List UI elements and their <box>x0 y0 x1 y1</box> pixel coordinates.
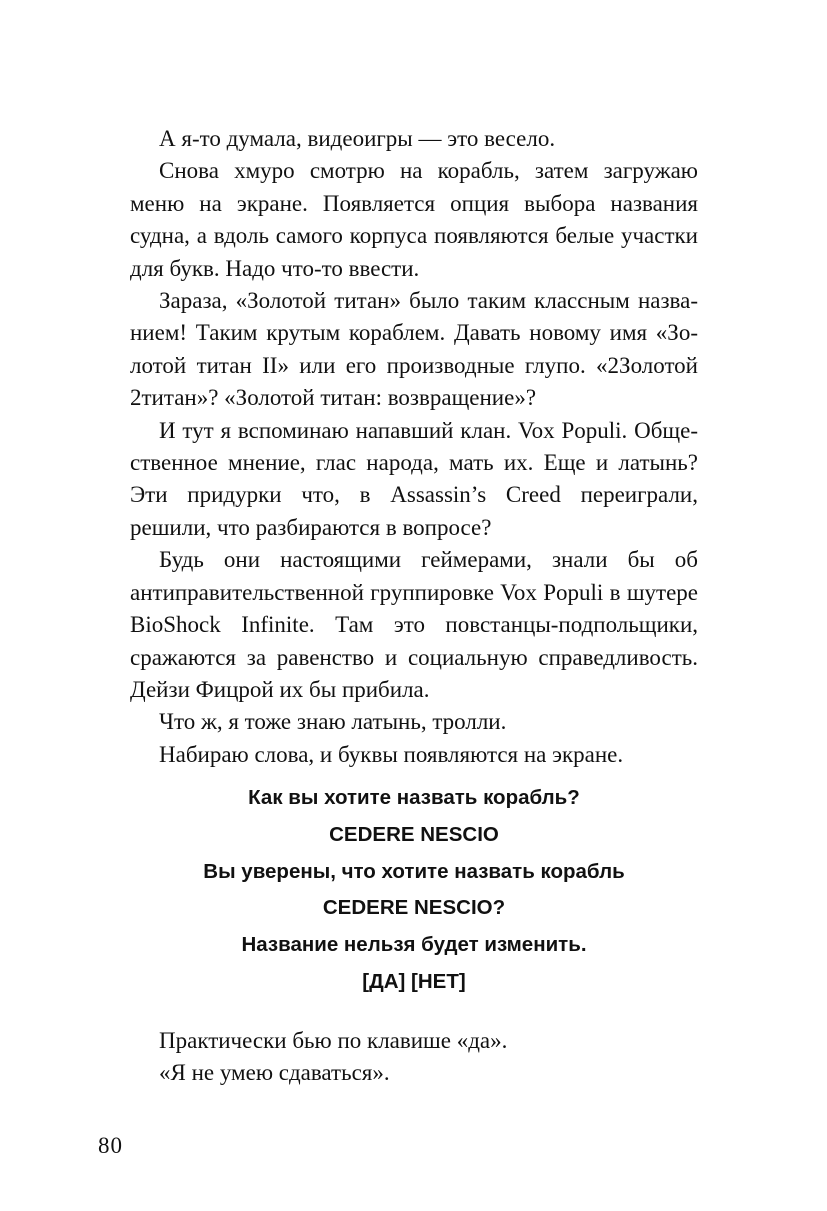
screen-yes-no-options: [ДА] [НЕТ] <box>362 969 466 993</box>
closing-text <box>130 1025 698 1090</box>
screen-confirm-question: Вы уверены, что хотите назвать корабль <box>203 859 625 883</box>
main-text <box>130 123 698 771</box>
screen-question: Как вы хотите назвать корабль? <box>248 786 580 809</box>
screen-ship-name-confirm: CEDERE NESCIO? <box>322 896 506 920</box>
in-game-screen-text <box>130 780 698 1001</box>
paragraph: Набираю слова, и буквы появляются на экране. <box>159 741 624 767</box>
paragraph: Практически бью по клавише «да». <box>159 1028 508 1053</box>
paragraph: И тут я вспоминаю напавший клан. Vox Populi. Общественное мнение, глас народа, мать их. Еще и латынь? Эти придурки что, в Assassin’s Creed переиграли, решили, что разбираются в вопросе? <box>130 417 698 540</box>
paragraph: «Я не умею сдаваться». <box>159 1060 390 1086</box>
paragraph: Что ж, я тоже знаю латынь, тролли. <box>159 709 507 735</box>
screen-ship-name: CEDERE NESCIO <box>329 822 499 846</box>
paragraph: Снова хмуро смотрю на корабль, затем загружаю меню на экране. Появляется опция выбора названия судна, а вдоль самого корпуса появляются белые участки для букв. Надо что-то ввести. <box>130 158 698 281</box>
paragraph: А я-то думала, видеоигры — это весело. <box>159 126 556 151</box>
paragraph: Зараза, «Золотой титан» было таким классным названием! Таким крутым кораблем. Давать новому имя «Золотой титан II» или его производные глупо. «2Золотой 2титан»? «Золотой титан: возвращение»? <box>130 288 698 411</box>
paragraph: Будь они настоящими геймерами, знали бы об антиправительственной группировке Vox Populi в шутере BioShock Infinite. Там это повстанцы-подпольщики, сражаются за равенство и социальную справедливость. Дейзи Фицрой их бы прибила. <box>130 547 698 702</box>
page-number: 80 <box>98 1133 123 1158</box>
screen-warning: Название нельзя будет изменить. <box>241 933 587 957</box>
